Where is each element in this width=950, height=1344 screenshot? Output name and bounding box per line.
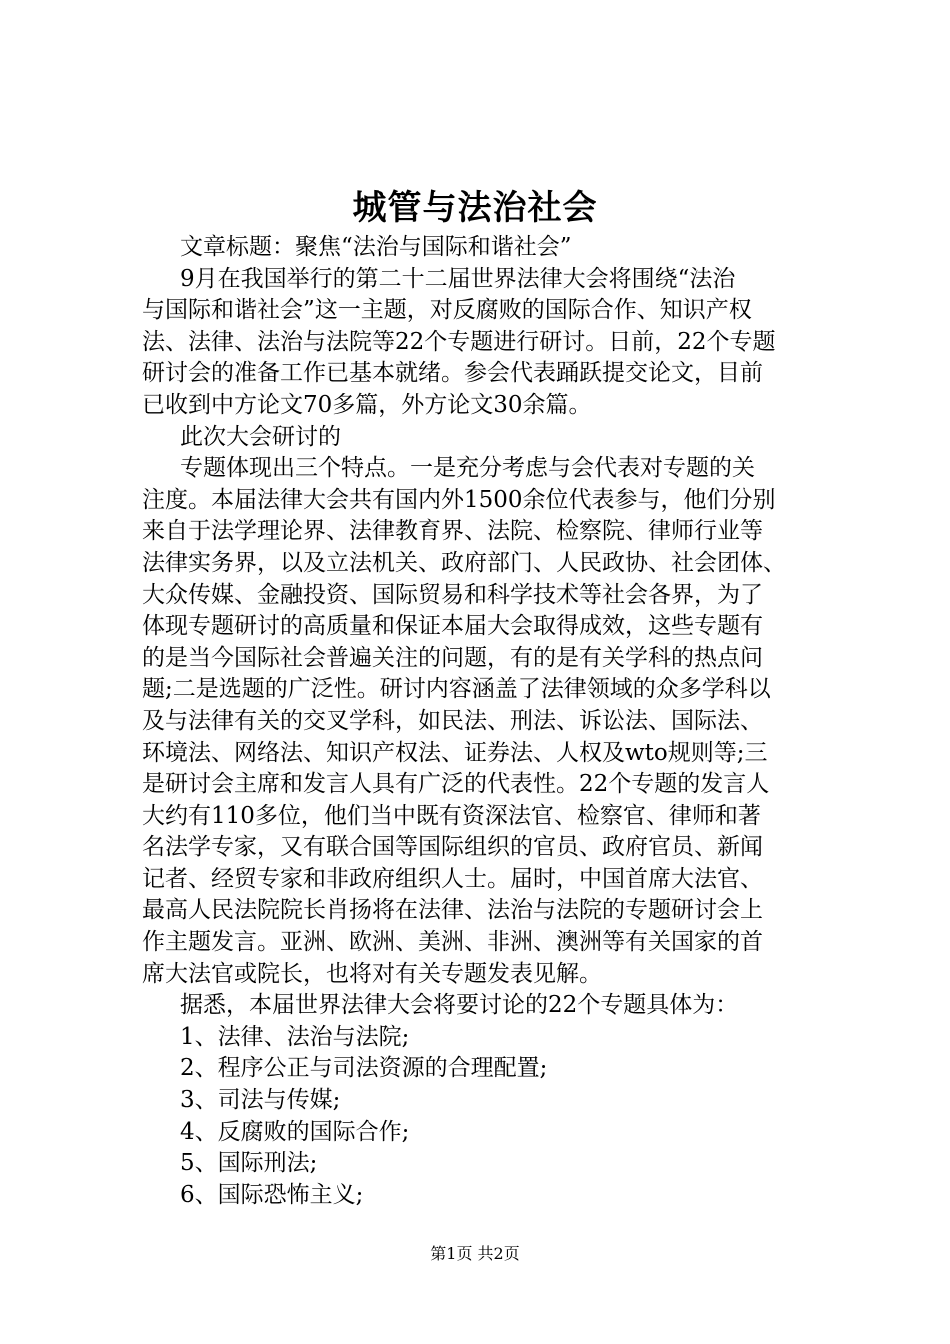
text-line: 的是当今国际社会普遍关注的问题，有的是有关学科的热点问 bbox=[142, 644, 763, 671]
text-line: 及与法律有关的交叉学科，如民法、刑法、诉讼法、国际法、 bbox=[142, 707, 763, 734]
text-line: 专题体现出三个特点。一是充分考虑与会代表对专题的关 bbox=[180, 455, 755, 482]
text-line: 题;二是选题的广泛性。研讨内容涵盖了法律领域的众多学科以 bbox=[142, 676, 771, 703]
text-line: 来自于法学理论界、法律教育界、法院、检察院、律师行业等 bbox=[142, 518, 763, 545]
text-line: 5、国际刑法; bbox=[180, 1150, 318, 1177]
text-line: 4、反腐败的国际合作; bbox=[180, 1118, 410, 1145]
text-line: 法律实务界，以及立法机关、政府部门、人民政协、社会团体、 bbox=[142, 549, 786, 576]
text-line: 据悉，本届世界法律大会将要讨论的22个专题具体为： bbox=[180, 992, 739, 1019]
text-line: 是研讨会主席和发言人具有广泛的代表性。22个专题的发言人 bbox=[142, 771, 770, 798]
text-line: 作主题发言。亚洲、欧洲、美洲、非洲、澳洲等有关国家的首 bbox=[142, 929, 763, 956]
text-line: 文章标题：聚焦“法治与国际和谐社会” bbox=[180, 234, 572, 260]
text-line: 此次大会研讨的 bbox=[180, 423, 341, 450]
text-line: 与国际和谐社会”这一主题，对反腐败的国际合作、知识产权 bbox=[142, 297, 752, 324]
text-line: 环境法、网络法、知识产权法、证券法、人权及wto规则等;三 bbox=[142, 739, 768, 766]
page-title: 城管与法治社会 bbox=[352, 188, 598, 228]
text-line: 研讨会的准备工作已基本就绪。参会代表踊跃提交论文，目前 bbox=[142, 360, 763, 387]
body-text bbox=[142, 232, 842, 1211]
text-line: 3、司法与传媒; bbox=[180, 1087, 341, 1114]
text-line: 6、国际恐怖主义; bbox=[180, 1181, 364, 1208]
text-line: 大约有110多位，他们当中既有资深法官、检察官、律师和著 bbox=[142, 802, 761, 829]
text-line: 9月在我国举行的第二十二届世界法律大会将围绕“法治 bbox=[180, 265, 736, 292]
text-line: 已收到中方论文70多篇，外方论文30余篇。 bbox=[142, 391, 592, 418]
text-line: 注度。本届法律大会共有国内外1500余位代表参与，他们分别 bbox=[142, 486, 776, 513]
page-footer: 第1页 共2页 bbox=[430, 1244, 520, 1263]
text-line: 2、程序公正与司法资源的合理配置; bbox=[180, 1055, 548, 1082]
text-line: 1、法律、法治与法院; bbox=[180, 1023, 410, 1050]
text-line: 体现专题研讨的高质量和保证本届大会取得成效，这些专题有 bbox=[142, 613, 763, 640]
text-line: 名法学专家，又有联合国等国际组织的官员、政府官员、新闻 bbox=[142, 834, 763, 861]
text-line: 大众传媒、金融投资、国际贸易和科学技术等社会各界，为了 bbox=[142, 581, 763, 608]
text-line: 最高人民法院院长肖扬将在法律、法治与法院的专题研讨会上 bbox=[142, 897, 763, 924]
text-line: 法、法律、法治与法院等22个专题进行研讨。日前，22个专题 bbox=[142, 328, 776, 355]
text-line: 记者、经贸专家和非政府组织人士。届时，中国首席大法官、 bbox=[142, 865, 763, 892]
text-line: 席大法官或院长，也将对有关专题发表见解。 bbox=[142, 960, 602, 987]
